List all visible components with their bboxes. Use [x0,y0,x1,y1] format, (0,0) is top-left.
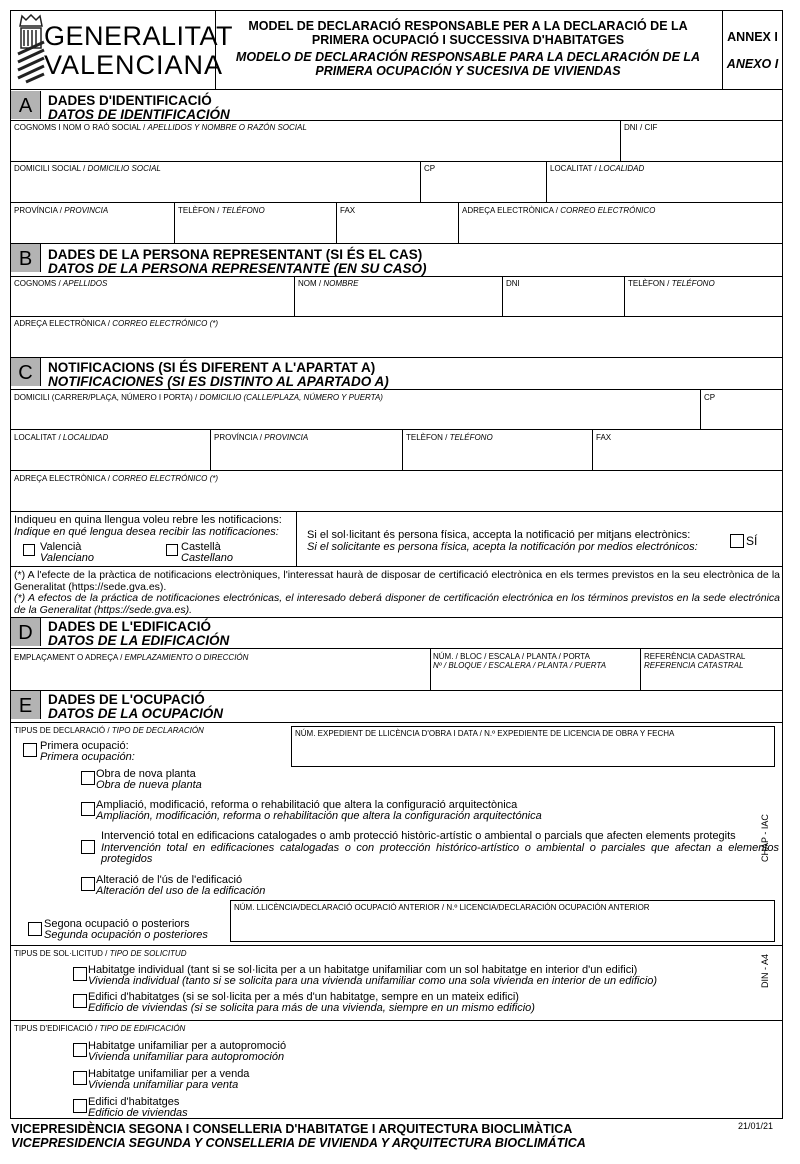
section-c-letter: C [11,358,41,386]
c-cp-label: CP [704,393,716,402]
second-occupation-label: Segona ocupació o posteriors Segunda ocupación o posteriores [44,918,208,941]
c-email-input[interactable] [12,485,780,509]
footer-dept-va: VICEPRESIDÈNCIA SEGONA I CONSELLERIA D'HABITATGE I ARQUITECTURA BIOCLIMÀTICA [11,1122,573,1136]
c-town-input[interactable] [12,444,208,468]
individual-dwelling-checkbox[interactable] [73,967,87,981]
license-number-label: NÚM. EXPEDIENT DE LLICÈNCIA D'OBRA I DATA / N.º EXPEDIENTE DE LICENCIA DE OBRA Y FECHA [295,729,675,738]
electronic-yes-label: SÍ [746,534,758,548]
section-c-title-es: NOTIFICACIONES (SI ES DISTINTO AL APARTADO A) [48,374,389,389]
d-location-input[interactable] [12,664,428,688]
form-title [218,20,718,78]
footer-date: 21/01/21 [738,1121,774,1131]
b-dni-label: DNI [506,279,520,288]
e-decl-type-label: TIPUS DE DECLARACIÓ / TIPO DE DECLARACIÓN [14,726,204,735]
a-dni-input[interactable] [622,134,780,160]
section-e-title [48,693,223,721]
section-e-title-va: DADES DE L'OCUPACIÓ [48,692,205,707]
section-e-letter: E [11,691,41,719]
self-promotion-checkbox[interactable] [73,1043,87,1057]
a-town-input[interactable] [548,175,780,201]
previous-license-input[interactable] [232,914,773,940]
generalitat-logo [14,14,234,86]
a-dni-label: DNI / CIF [624,123,658,132]
section-d-title [48,620,229,648]
b-phone-label: TELÈFON / TELÉFONO [628,279,715,288]
a-name-input[interactable] [12,134,618,160]
b-surname-input[interactable] [12,290,292,315]
a-address-label: DOMICILI SOCIAL / DOMICILIO SOCIAL [14,164,161,173]
first-occupation-checkbox[interactable] [23,743,37,757]
c-address-label: DOMICILI (CARRER/PLAÇA, NÚMERO I PORTA) / DOMICILIO (CALLE/PLAZA, NÚMERO Y PUERTA) [14,393,383,402]
use-change-label: Alteració de l'ús de l'edificació Alteración del uso de la edificación [96,874,266,897]
section-e-title-es: DATOS DE LA OCUPACIÓN [48,706,224,721]
c-province-label: PROVÍNCIA / PROVINCIA [214,433,309,442]
annex-va: ANNEX I [727,30,778,44]
section-b-letter: B [11,244,41,272]
section-a-title-va: DADES D'IDENTIFICACIÓ [48,93,212,108]
side-code-chap: CHAP - IAC [760,814,770,862]
d-cadastral-label: REFERÈNCIA CADASTRAL REFERENCIA CATASTRAL [644,652,746,670]
individual-dwelling-label: Habitatge individual (tant si se sol·licita per a un habitatge unifamiliar com un sol habitatge en interior d'un edifici) Vivienda individual (tanto si se solicita para una vivienda unifamiliar como una sola vivienda en interior de un edificio) [88,964,658,987]
c-note: (*) A l'efecte de la pràctica de notificacions electròniques, l'interessat haurà de disposar de certificació electrònica en els termes previstos en la seu electrònica de la Generalitat (https://sede.gva.es). (*) A efectos de la práctica de notificaciones electrónicas, el interesado deberá disponer de certificación electrónica en los términos previstos en la sede electrónica de la Generalitat (https://sede.gva.es). [14,569,780,616]
coat-of-arms-icon [16,14,46,84]
new-build-checkbox[interactable] [81,771,95,785]
section-b-title-va: DADES DE LA PERSONA REPRESENTANT (SI ÉS EL CAS) [48,247,423,262]
first-occupation-label: Primera ocupació: Primera ocupación: [40,740,135,763]
b-email-input[interactable] [12,330,780,355]
b-surname-label: COGNOMS / APELLIDOS [14,279,108,288]
a-phone-label: TELÈFON / TELÉFONO [178,206,265,215]
a-province-input[interactable] [12,217,172,241]
section-d-title-es: DATOS DE LA EDIFICACIÓN [48,633,230,648]
self-promotion-label: Habitatge unifamiliar per a autopromoció Vivienda unifamiliar para autopromoción [88,1040,287,1063]
d-cadastral-input[interactable] [642,672,780,689]
a-province-label: PROVÍNCIA / PROVINCIA [14,206,109,215]
protected-intervention-checkbox[interactable] [81,840,95,854]
for-sale-label: Habitatge unifamiliar per a venda Vivienda unifamiliar para venta [88,1068,250,1091]
license-number-input[interactable] [293,740,773,765]
c-fax-input[interactable] [594,444,780,468]
lang-castilian-checkbox[interactable] [166,544,178,556]
section-d-title-va: DADES DE L'EDIFICACIÓ [48,619,211,634]
section-b-title-es: DATOS DE LA PERSONA REPRESENTANTE (EN SU CASO) [48,261,427,276]
logo-line1: GENERALITAT [44,21,234,51]
section-c-title [48,361,389,389]
for-sale-checkbox[interactable] [73,1071,87,1085]
d-block-label: NÚM. / BLOC / ESCALA / PLANTA / PORTA Nº / BLOQUE / ESCALERA / PLANTA / PUERTA [433,652,607,670]
building-dwellings-label: Edifici d'habitatges (si se sol·licita per a més d'un habitatge, sempre en un mateix edifici) Edificio de viviendas (si se solicita para más de una vivienda, siempre en un mismo edificio) [88,991,535,1014]
e-req-type-label: TIPUS DE SOL·LICITUD / TIPO DE SOLICITUD [14,949,187,958]
b-phone-input[interactable] [626,290,780,315]
new-build-label: Obra de nova planta Obra de nueva planta [96,768,202,791]
protected-intervention-label: Intervenció total en edificacions catalogades o amb protecció històric-artístic o ambiental o parcials que afecten elements protegits Intervención total en edificaciones catalogadas o con protección histórico-artístico o ambiental o parciales que afectan a elementos protegidos [101,830,779,865]
lang-castilian-label: Castellà Castellano [181,541,233,564]
a-fax-label: FAX [340,206,356,215]
previous-license-label: NÚM. LLICÈNCIA/DECLARACIÓ OCUPACIÓ ANTERIOR / N.º LICENCIA/DECLARACIÓN OCUPACIÓN ANTERIOR [234,903,650,912]
a-cp-label: CP [424,164,436,173]
c-fax-label: FAX [596,433,612,442]
annex-es: ANEXO I [726,57,779,71]
c-cp-input[interactable] [702,404,780,428]
form-title-es: MODELO DE DECLARACIÓN RESPONSABLE PARA LA DECLARACIÓN DE LA PRIMERA OCUPACIÓN Y SUCESIVA DE VIVIENDAS [235,50,701,78]
a-town-label: LOCALITAT / LOCALIDAD [550,164,645,173]
b-dni-input[interactable] [504,290,622,315]
b-name-input[interactable] [296,290,500,315]
a-address-input[interactable] [12,175,418,201]
form-title-va: MODEL DE DECLARACIÓ RESPONSABLE PER A LA DECLARACIÓ DE LA PRIMERA OCUPACIÓ I SUCCESSIVA D'HABITATGES [248,19,688,47]
section-a-title-es: DATOS DE IDENTIFICACIÓN [48,107,230,122]
c-language-question: Indiqueu en quina llengua voleu rebre les notificacions: Indique en qué lengua desea recibir las notificaciones: [14,514,282,538]
building-label: Edifici d'habitatges Edificio de viviendas [88,1096,188,1119]
a-email-input[interactable] [460,217,780,241]
a-fax-input[interactable] [338,217,456,241]
section-a-letter: A [11,91,41,119]
a-phone-input[interactable] [176,217,334,241]
c-email-label: ADREÇA ELECTRÒNICA / CORREO ELECTRÓNICO (*) [14,474,219,483]
d-block-input[interactable] [432,672,638,689]
section-a-title [48,94,230,122]
e-build-type-label: TIPUS D'EDIFICACIÓ / TIPO DE EDIFICACIÓN [14,1024,186,1033]
section-d-letter: D [11,618,41,646]
renovation-label: Ampliació, modificació, reforma o rehabilitació que altera la configuració arquitectònica Ampliación, modificación, reforma o rehabilitación que altera la configuración arquitectónica [96,799,542,822]
lang-valencian-checkbox[interactable] [23,544,35,556]
footer-dept-es: VICEPRESIDENCIA SEGUNDA Y CONSELLERIA DE VIVIENDA Y ARQUITECTURA BIOCLIMÁTICA [11,1136,586,1150]
footer-dept [11,1122,586,1150]
lang-valencian-label: Valencià Valenciano [40,541,95,564]
building-dwellings-checkbox[interactable] [73,994,87,1008]
a-cp-input[interactable] [422,175,544,201]
section-c-title-va: NOTIFICACIONS (SI ÉS DIFERENT A L'APARTAT A) [48,360,376,375]
b-email-label: ADREÇA ELECTRÒNICA / CORREO ELECTRÓNICO (*) [14,319,219,328]
a-email-label: ADREÇA ELECTRÒNICA / CORREO ELECTRÓNICO [462,206,656,215]
annex-label [722,30,783,71]
d-location-label: EMPLAÇAMENT O ADREÇA / EMPLAZAMIENTO O DIRECCIÓN [14,653,249,662]
c-phone-input[interactable] [404,444,590,468]
second-occupation-checkbox[interactable] [28,922,42,936]
c-town-label: LOCALITAT / LOCALIDAD [14,433,109,442]
side-code-din: DIN - A4 [760,953,770,988]
building-checkbox[interactable] [73,1099,87,1113]
c-province-input[interactable] [212,444,400,468]
c-address-input[interactable] [12,404,698,428]
use-change-checkbox[interactable] [81,877,95,891]
c-phone-label: TELÈFON / TELÉFONO [406,433,493,442]
c-electronic-question: Si el sol·licitant és persona física, accepta la notificació per mitjans electrònics: Si el solicitante es persona física, acepta la notificación por medios electrónicos: [307,529,698,553]
a-name-label: COGNOMS I NOM O RAÓ SOCIAL / APELLIDOS Y NOMBRE O RAZÓN SOCIAL [14,123,307,132]
logo-line2: VALENCIANA [44,50,224,80]
section-b-title [48,248,427,276]
renovation-checkbox[interactable] [81,802,95,816]
b-name-label: NOM / NOMBRE [298,279,359,288]
electronic-yes-checkbox[interactable] [730,534,744,548]
